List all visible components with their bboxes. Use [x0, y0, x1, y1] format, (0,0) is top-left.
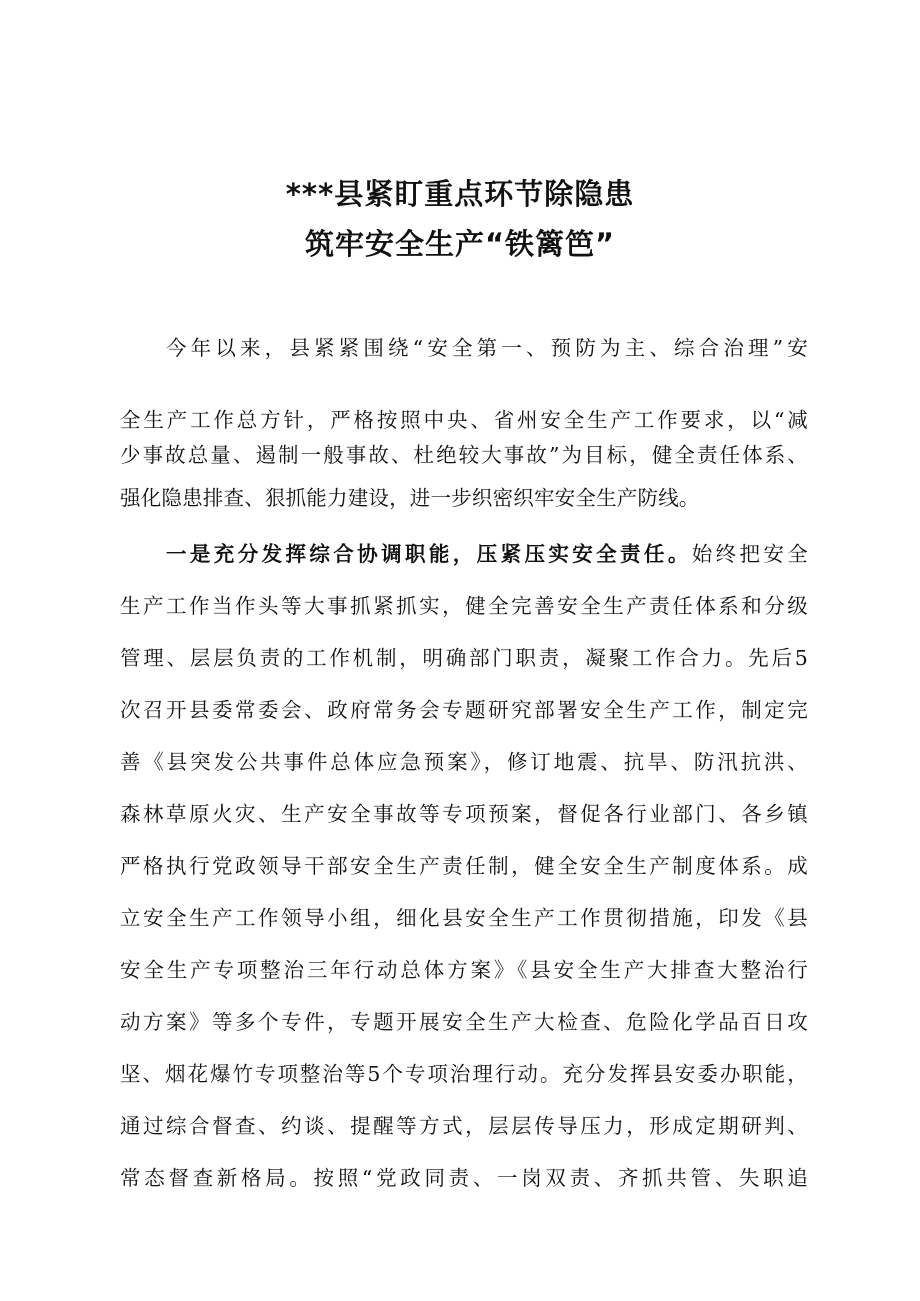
- paragraph-line: 坚、烟花爆竹专项整治等5个专项治理行动。充分发挥县安委办职能，: [120, 1062, 808, 1086]
- document-title-line-2: 筑牢安全生产“铁篱笆”: [304, 227, 616, 261]
- paragraph-line: 动方案》等多个专件，专题开展安全生产大检查、危险化学品百日攻: [120, 1010, 808, 1034]
- paragraph-line: 管理、层层负责的工作机制，明确部门职责，凝聚工作合力。先后5: [120, 646, 808, 670]
- paragraph-line: 森林草原火灾、生产安全事故等专项预案，督促各行业部门、各乡镇: [120, 802, 808, 826]
- section-lead-text: 始终把安全: [691, 542, 809, 566]
- paragraph-line: 通过综合督查、约谈、提醒等方式，层层传导压力，形成定期研判、: [120, 1114, 808, 1138]
- paragraph-line: 生产工作当作头等大事抓紧抓实，健全完善安全生产责任体系和分级: [120, 594, 808, 618]
- paragraph-line: 少事故总量、遏制一般事故、杜绝较大事故”为目标，健全责任体系、: [120, 443, 808, 467]
- paragraph-line: 严格执行党政领导干部安全生产责任制，健全安全生产制度体系。成: [120, 854, 808, 878]
- section-heading: 一是充分发挥综合协调职能，压紧压实安全责任。: [166, 542, 692, 566]
- paragraph-line: 强化隐患排查、狠抓能力建设，进一步织密织牢安全生产防线。: [120, 486, 700, 510]
- section-heading-line: [166, 540, 808, 568]
- paragraph-line: 今年以来，县紧紧围绕“安全第一、预防为主、综合治理”安: [166, 336, 808, 360]
- paragraph-line: 全生产工作总方针，严格按照中央、省州安全生产工作要求，以“减: [120, 408, 808, 432]
- paragraph-line: 立安全生产工作领导小组，细化县安全生产工作贯彻措施，印发《县: [120, 906, 808, 930]
- document-title-line-1: ***县紧盯重点环节除隐患: [285, 177, 635, 211]
- paragraph-line: 常态督查新格局。按照“党政同责、一岗双责、齐抓共管、失职追: [120, 1166, 808, 1190]
- paragraph-line: 安全生产专项整治三年行动总体方案》《县安全生产大排查大整治行: [120, 958, 808, 982]
- paragraph-line: 次召开县委常委会、政府常务会专题研究部署安全生产工作，制定完: [120, 698, 808, 722]
- paragraph-line: 善《县突发公共事件总体应急预案》，修订地震、抗旱、防汛抗洪、: [120, 750, 808, 774]
